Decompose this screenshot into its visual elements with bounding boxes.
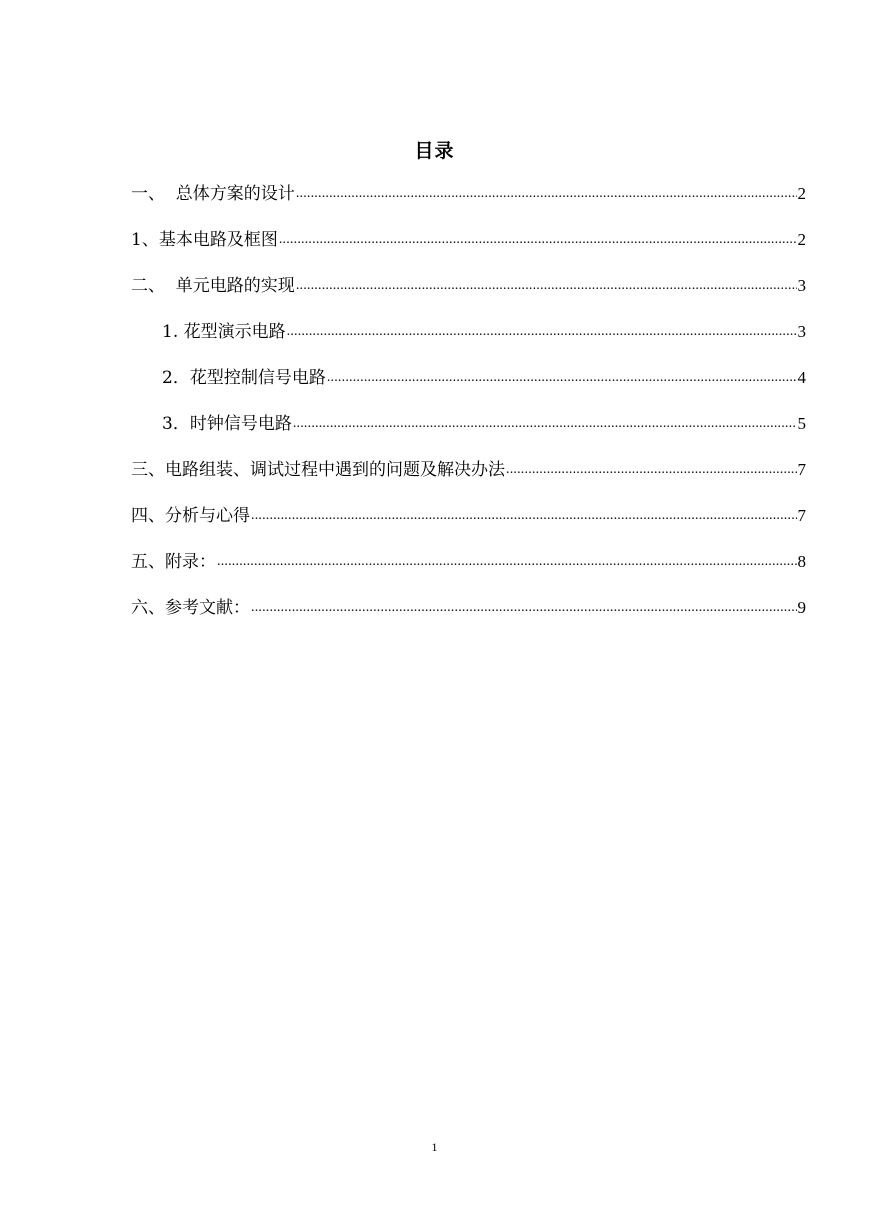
toc-entry[interactable] [131,227,806,253]
toc-entry-page-number: 2 [797,184,806,203]
toc-entry-label: 一、 总体方案的设计 [131,184,295,204]
toc-title: 目录 [414,140,455,162]
toc-entry-label: 1、基本电路及框图 [131,230,278,250]
toc-entry-page-number: 3 [797,322,806,341]
toc-entry-label: 五、附录： [131,552,216,572]
toc-entry-page-number: 7 [797,460,806,479]
toc-entry-page-number: 8 [797,552,806,571]
toc-entry-page-number: 4 [797,368,806,387]
toc-entry-label: 四、分析与心得 [131,506,250,526]
toc-entry[interactable] [131,595,806,621]
toc-entry[interactable] [131,457,806,483]
toc-entry-page-number: 3 [797,276,806,295]
toc-leader-dots [327,365,797,391]
toc-entry-label: 三、电路组装、调试过程中遇到的问题及解决办法 [131,460,505,480]
toc-entry[interactable] [131,503,806,529]
toc-entry[interactable] [162,365,806,391]
toc-leader-dots [279,227,797,253]
toc-leader-dots [287,319,797,345]
toc-entry-label: 3．时钟信号电路 [162,414,292,434]
toc-entry[interactable] [131,273,806,299]
toc-leader-dots [296,273,797,299]
toc-leader-dots [251,503,797,529]
toc-leader-dots [506,457,797,483]
toc-entry-label: 二、 单元电路的实现 [131,276,295,296]
toc-entry[interactable] [162,319,806,345]
toc-leader-dots [251,595,797,621]
toc-entry[interactable] [162,411,806,437]
toc-entry-label: 2．花型控制信号电路 [162,368,326,388]
toc-entry-page-number: 9 [797,598,806,617]
toc-entry-page-number: 2 [797,230,806,249]
page-number: 1 [431,1140,438,1154]
toc-entry-page-number: 5 [797,414,806,433]
toc-entry-label: 1. 花型演示电路 [162,322,286,342]
toc-leader-dots [296,181,797,207]
toc-entry[interactable] [131,549,806,575]
toc-entry-page-number: 7 [797,506,806,525]
toc-leader-dots [293,411,797,437]
toc-entry-label: 六、参考文献： [131,598,250,618]
toc-entry[interactable] [131,181,806,207]
toc-leader-dots [217,549,797,575]
